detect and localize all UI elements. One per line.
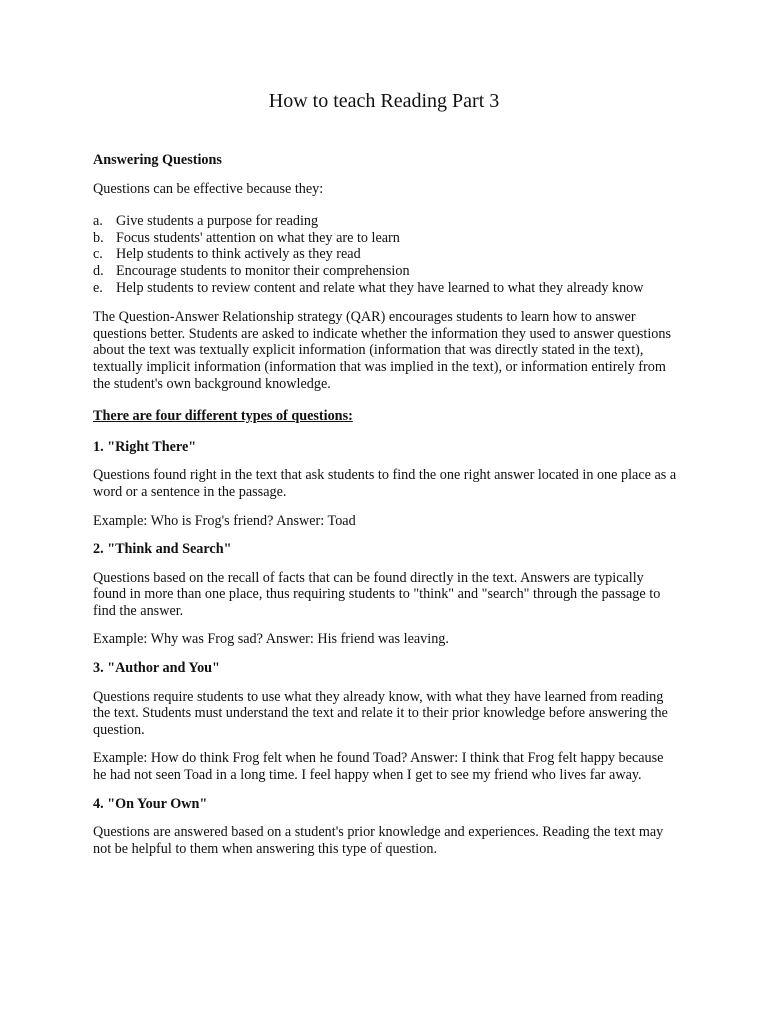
list-marker: d. bbox=[93, 262, 104, 279]
question-type-on-your-own bbox=[93, 796, 678, 858]
list-item-text: Help students to review content and relate what they have learned to what they already know bbox=[116, 279, 644, 296]
intro-text: Questions can be effective because they: bbox=[93, 180, 324, 197]
document-body bbox=[93, 152, 678, 869]
list-marker: c. bbox=[93, 246, 103, 263]
question-type-example: Example: Who is Frog's friend? Answer: Toad bbox=[93, 512, 356, 529]
question-type-description: Questions based on the recall of facts that can be found directly in the text. Answers are typically found in more than one place, thus requiring students to "think" and "search" through the passage to find the answer. bbox=[93, 569, 661, 619]
question-type-author-and-you bbox=[93, 660, 678, 784]
question-type-description: Questions found right in the text that ask students to find the one right answer located in one place as a word or a sentence in the passage. bbox=[93, 467, 677, 500]
list-item-text: Give students a purpose for reading bbox=[116, 213, 319, 230]
question-type-heading: 1. "Right There" bbox=[93, 438, 197, 455]
reasons-list bbox=[93, 213, 678, 296]
list-item bbox=[93, 230, 678, 247]
list-marker: b. bbox=[93, 229, 104, 246]
list-item-text: Focus students' attention on what they are to learn bbox=[116, 229, 400, 246]
list-item-text: Help students to think actively as they read bbox=[116, 246, 361, 263]
list-marker: a. bbox=[93, 213, 103, 230]
list-item bbox=[93, 263, 678, 280]
question-type-right-there bbox=[93, 439, 678, 529]
qar-paragraph: The Question-Answer Relationship strategy (QAR) encourages students to learn how to answer questions better. Students are asked to indicate whether the information they used to answer questions about the text was textually explicit information (information that was directly stated in the text), textually implicit information (information that was implied in the text), or information entirely from the student's own background knowledge. bbox=[93, 309, 672, 392]
list-item-text: Encourage students to monitor their comprehension bbox=[116, 262, 410, 279]
question-type-heading: 3. "Author and You" bbox=[93, 660, 220, 677]
list-marker: e. bbox=[93, 279, 103, 296]
list-item bbox=[93, 213, 678, 230]
page-title: How to teach Reading Part 3 bbox=[268, 90, 500, 112]
types-heading: There are four different types of questions: bbox=[93, 408, 353, 425]
list-item bbox=[93, 280, 678, 297]
section-heading: Answering Questions bbox=[93, 152, 222, 168]
question-type-example: Example: Why was Frog sad? Answer: His friend was leaving. bbox=[93, 631, 449, 648]
question-type-description: Questions are answered based on a student's prior knowledge and experiences. Reading the text may not be helpful to them when answering this type of question. bbox=[93, 824, 664, 857]
question-type-heading: 2. "Think and Search" bbox=[93, 541, 232, 558]
question-type-description: Questions require students to use what they already know, with what they have learned from reading the text. Students must understand the text and relate it to their prior knowledge before answering the question. bbox=[93, 688, 668, 738]
question-type-example: Example: How do think Frog felt when he found Toad? Answer: I think that Frog felt happy because he had not seen Toad in a long time. I feel happy when I get to see my friend who lives far away. bbox=[93, 750, 664, 784]
list-item bbox=[93, 246, 678, 263]
question-type-think-and-search bbox=[93, 541, 678, 648]
question-type-heading: 4. "On Your Own" bbox=[93, 795, 208, 812]
